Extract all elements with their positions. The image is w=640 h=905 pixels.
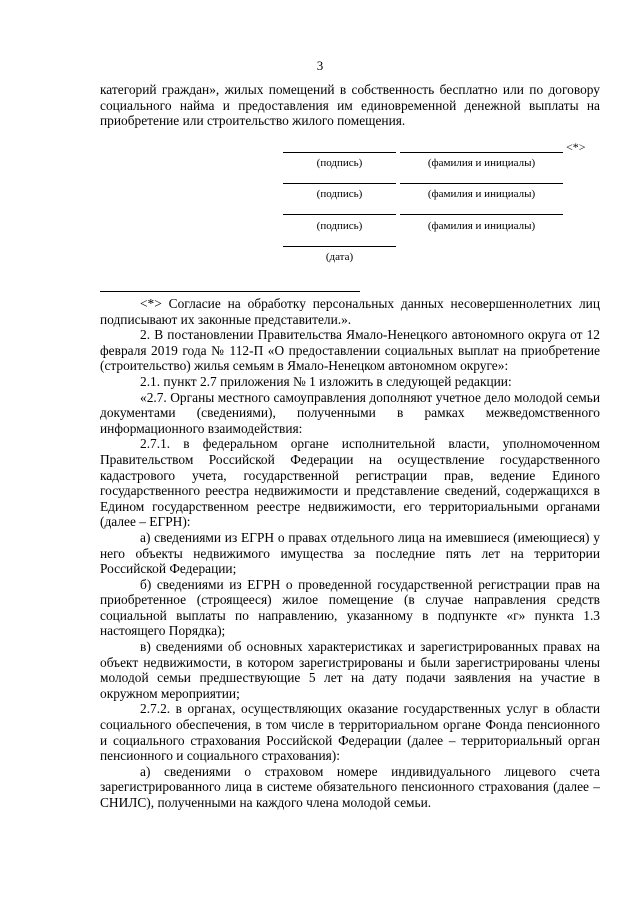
name-line xyxy=(400,152,563,153)
date-caption: (дата) xyxy=(325,251,354,263)
paragraph: 2.1. пункт 2.7 приложения № 1 изложить в следующей редакции: xyxy=(140,373,512,389)
signature-marker: <*> xyxy=(566,140,586,154)
footnote-text: <*> Согласие на обработку персональных данных несовершеннолетних лиц подписывают их законные представители.». xyxy=(100,296,600,327)
paragraph: а) сведениями о страховом номере индивидуального лицевого счета зарегистрированного лица в системе обязательного пенсионного страхования (далее – СНИЛС), полученными на каждого члена молодой семьи. xyxy=(100,763,600,810)
name-caption: (фамилия и инициалы) xyxy=(427,220,536,232)
name-caption: (фамилия и инициалы) xyxy=(427,188,536,200)
paragraph: б) сведениями из ЕГРН о проведенной государственной регистрации прав на приобретенное (строящееся) жилое помещение (в случае направления средств социальной выплаты по направлению, указанному в подпункте «г» пункта 1.3 настоящего Порядка); xyxy=(100,576,600,639)
body-text xyxy=(100,296,600,811)
signature-line xyxy=(283,214,396,215)
name-caption: (фамилия и инициалы) xyxy=(427,157,536,169)
signature-block xyxy=(100,138,600,288)
paragraph: 2.7.2. в органах, осуществляющих оказание государственных услуг в области социального обеспечения, в том числе в территориальном органе Фонда пенсионного и социального страхования Российской Федерации (далее – территориальный орган пенсионного и социального страхования): xyxy=(100,701,600,764)
page-number: 3 xyxy=(316,58,324,73)
signature-caption: (подпись) xyxy=(316,220,363,232)
signature-caption: (подпись) xyxy=(316,188,363,200)
signature-caption: (подпись) xyxy=(316,157,363,169)
intro-paragraph: категорий граждан», жилых помещений в собственность бесплатно или по договору социального найма и предоставления им единовременной денежной выплаты на приобретение или строительство жилого помещения. xyxy=(100,82,600,129)
paragraph: 2.7.1. в федеральном органе исполнительной власти, уполномоченном Правительством Российской Федерации на осуществление государственного кадастрового учета, государственной регистрации прав, ведение Единого государственного реестра недвижимости и представление сведений, содержащихся в Едином государственном реестре недвижимости, его территориальными органами (далее – ЕГРН): xyxy=(100,436,600,530)
name-line xyxy=(400,183,563,184)
signature-line xyxy=(283,183,396,184)
paragraph: 2. В постановлении Правительства Ямало-Ненецкого автономного округа от 12 февраля 2019 года № 112-П «О предоставлении социальных выплат на приобретение (строительство) жилья семьям в Ямало-Ненецком автономном округе»: xyxy=(100,327,600,374)
paragraph: а) сведениями из ЕГРН о правах отдельного лица на имевшиеся (имеющиеся) у него объекты недвижимого имущества за последние пять лет на территории Российской Федерации; xyxy=(100,529,600,577)
intro-text xyxy=(100,82,600,129)
paragraph: «2.7. Органы местного самоуправления дополняют учетное дело молодой семьи документами (сведениями), полученными в рамках межведомственного информационного взаимодействия: xyxy=(100,389,600,436)
signature-line xyxy=(283,152,396,153)
paragraph: в) сведениями об основных характеристиках и зарегистрированных правах на объект недвижимости, в котором зарегистрированы и были зарегистрированы члены молодой семьи предшествующие 5 лет на дату подачи заявления на участие в окружном мероприятии; xyxy=(100,639,600,701)
name-line xyxy=(400,214,563,215)
footnote-separator xyxy=(100,291,360,292)
date-line xyxy=(283,246,396,247)
